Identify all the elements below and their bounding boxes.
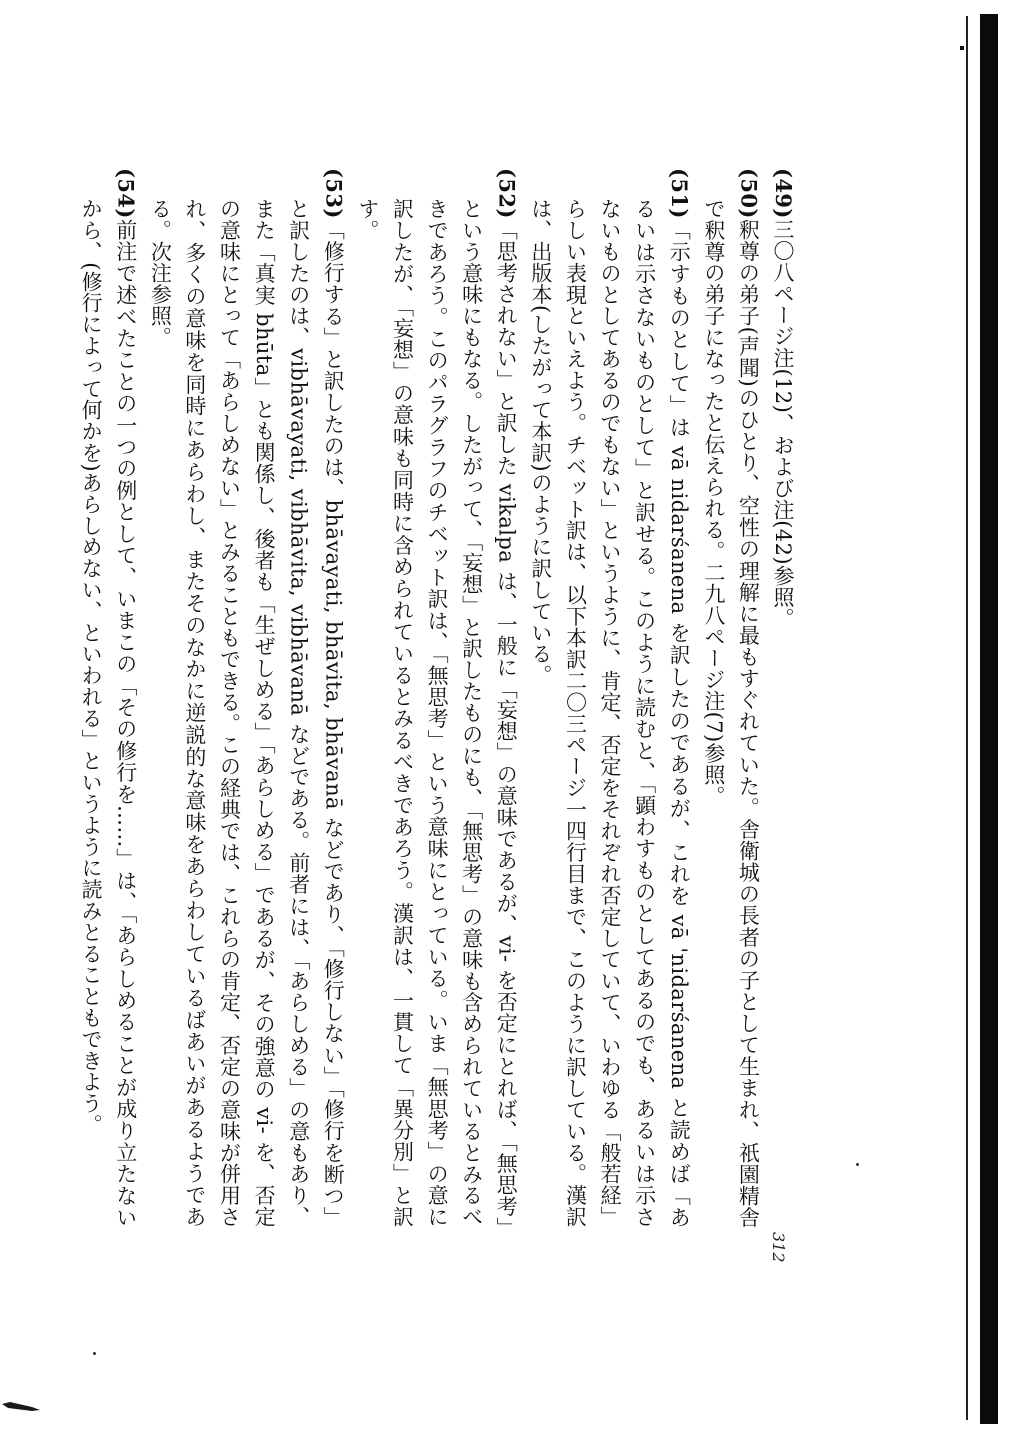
note-number: (52) [494, 168, 520, 219]
note-text: 前注で述べたことの一つの例として、いまこの「その修行を……」は、「あらしめることが成り立たないから、(修行によって何かを)あらしめない、といわれる」というように読みとることもできよう。 [79, 198, 138, 1228]
note-54 [74, 168, 143, 1228]
note-50 [696, 168, 765, 1228]
scan-speck [93, 1352, 96, 1355]
notes-column [79, 168, 800, 1228]
scan-smudge [2, 1398, 42, 1412]
scan-speck [960, 46, 964, 50]
page-number: 312 [769, 1232, 788, 1263]
note-53 [143, 168, 351, 1228]
note-49 [765, 168, 800, 1228]
scan-border [980, 14, 998, 1424]
note-text: 三〇八ページ注(12)、および注(42)参照。 [771, 218, 795, 630]
note-number: (50) [736, 168, 762, 219]
note-number: (51) [667, 168, 693, 219]
note-number: (54) [113, 168, 139, 219]
note-text: 「示すものとして」は vā nidarśanena を訳したのであるが、これを vā 'nidarśanena と読めば「あるいは示さないものとして」と訳せる。このように読むと、「顕わすものとしてあるのでも、あるいは示さないものとしてあるのでもない」というように、肯定、否定をそれぞれ否定していて、いわゆる「般若経」らしい表現といえよう。チベット訳は、以下本訳二〇三ページ一四行目まで、このように訳している。漢訳は、出版本(したがって本訳)のように訳している。 [528, 198, 692, 1228]
note-text: 「修行する」と訳したのは、bhāvayati, bhāvita, bhāvanā などであり、「修行しない」「修行を断つ」と訳したのは、vibhāvayati, vibhāvita, vibhāvanā などである。前者には、「あらしめる」の意もあり、また「真実 bhūta」とも関係し、後者も「生ぜしめる」「あらしめる」であるが、その強意の vi- を、否定の意味にとって「あらしめない」とみることもできる。この経典では、これらの肯定、否定の意味が併用され、多くの意味を同時にあらわし、またそのなかに逆説的な意味をあらわしているばあいがあるようである。次注参照。 [148, 198, 346, 1228]
note-text: 「思考されない」と訳した vikalpa は、一般に「妄想」の意味であるが、vi- を否定にとれば、「無思考」という意味にもなる。したがって、「妄想」と訳したものにも、「無思考」の意味も含められているとみるべきであろう。このパラグラフのチベット訳は、「無思考」という意味にとっている。いま「無思考」の意に訳したが、「妄想」の意味も同時に含められているとみるべきであろう。漢訳は、一貫して「異分別」と訳す。 [355, 198, 519, 1228]
scan-speck [856, 1163, 859, 1166]
note-number: (49) [771, 168, 796, 219]
note-51 [523, 168, 696, 1228]
page-edge-line [966, 16, 968, 1420]
note-number: (53) [321, 168, 347, 219]
note-text: 釈尊の弟子(声聞)のひとり、空性の理解に最もすぐれていた。舎衛城の長者の子として生まれ、祇園精舎で釈尊の弟子になったと伝えられる。二九八ページ注(7)参照。 [701, 198, 761, 1228]
note-52 [350, 168, 523, 1228]
